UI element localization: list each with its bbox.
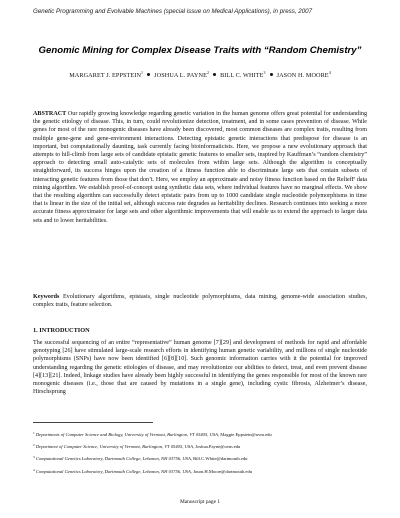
footnote-text: Computational Genetics Laboratory, Dartmouth College, Lebanon, NH 03756, USA, <box>35 468 192 474</box>
bullet-separator <box>270 73 273 76</box>
footnote-text: Department of Computer Science, University of Vermont, Burlington, VT 05405, USA, <box>35 444 195 450</box>
affiliation-mark: 2 <box>206 70 210 75</box>
author-line <box>0 70 400 79</box>
keywords <box>33 293 367 309</box>
journal-header: Genetic Programming and Evolvable Machines (special issue on Medical Applications), in press, 2007 <box>33 8 313 15</box>
footnote-email: Jason.H.Moore@dartmouth.edu <box>193 468 253 474</box>
bullet-separator <box>213 73 216 76</box>
affiliation-mark: 3 <box>263 70 266 75</box>
affiliation-mark: 4 <box>328 70 331 75</box>
footnote <box>33 452 367 464</box>
keywords-label: Keywords <box>33 294 60 300</box>
footnote-mark: 4 <box>33 467 35 472</box>
affiliation-mark: 1 <box>141 70 144 75</box>
author-name: MARGARET J. EPPSTEIN <box>69 72 142 79</box>
keywords-text: Evolutionary algorithms, epistasis, single nucleotide polymorphisms, data mining, genome-wide association studies, complex traits, feature selection. <box>33 294 367 309</box>
introduction-text: The successful sequencing of an entire “representative” human genome [7][29] and development of methods for rapid and affordable genotyping [26] have stimulated large-scale research efforts in identifying human genetic variability, and millions of single nucleotide polymorphisms (SNPs) have now been identified [6][8][10]. Such genomic information carries with it the potential for improved understanding regarding the genetic etiologies of disease, and may revolutionize our abilities to detect, treat, and even prevent disease [4][13][21]. Indeed, linkage studies have already been highly successful in identifying the genes responsible for most of the known rare monogenic diseases (i.e., those that are caused by mutations in a single gene), including cystic fibrosis, Alzheimer’s disease, Hirschsprung <box>33 340 367 396</box>
footnote-mark: 2 <box>33 443 35 448</box>
footnote <box>33 428 367 440</box>
footnote <box>33 440 367 452</box>
abstract-label: ABSTRACT <box>33 111 67 117</box>
page-footer: Manuscript page 1 <box>179 499 221 505</box>
author-name: JASON H. MOORE <box>276 72 329 79</box>
footnote-text: Computational Genetics Laboratory, Dartmouth College, Lebanon, NH 03756, USA, <box>35 456 192 462</box>
footnote <box>33 465 367 477</box>
paper-title: Genomic Mining for Complex Disease Traits with “Random Chemistry” <box>38 45 362 56</box>
author-name: BILL C. WHITE <box>220 72 264 79</box>
abstract-text: Our rapidly growing knowledge regarding genetic variation in the human genome offers great potential for understanding the genetic etiology of disease. This, in turn, could revolutionize detection, treatment, and in some cases prevention of disease. While genes for most of the rare monogenic diseases have already been discovered, most common diseases are complex traits, resulting from multiple gene-gene and gene-environment interactions. Detecting epistatic genetic interactions that predispose for disease is an important, but computationally daunting, task currently facing bioinformaticists. Here, we propose a new evolutionary approach that attempts to hill-climb from large sets of candidate epistatic genetic features to smaller sets, inspired by Kauffman’s “random chemistry” approach to detecting small auto-catalytic sets of molecules from within large sets. Although the algorithm is conceptually straightforward, its success hinges upon the creation of a fitness function able to discriminate large sets that contain subsets of interacting genetic features from those that don’t. Here, we employ an approximate and noisy fitness function based on the ReliefF data mining algorithm. We establish proof-of-concept using synthetic data sets, where individual features have no marginal effects. We show that the resulting algorithm can successfully detect epistatic pairs from up to 1000 candidate single nucleotide polymorphisms in time that is linear in the size of the initial set, although success rate degrades as heritability declines. Research continues into seeking a more accurate fitness approximator for large sets and other algorithmic improvements that will enable us to extend the approach to larger data sets and to lower heritabilities. <box>33 111 367 224</box>
footnotes <box>33 428 367 477</box>
section-heading: 1. INTRODUCTION <box>33 327 90 334</box>
footnote-email: Maggie.Eppstein@uvm.edu <box>220 432 272 437</box>
footnote-mark: 1 <box>33 431 35 435</box>
footnote-mark: 3 <box>33 455 35 460</box>
author-name: JOSHUA L. PAYNE <box>154 72 207 79</box>
footnote-email: Bill.C.White@dartmouth.edu <box>193 456 248 462</box>
bullet-separator <box>147 73 150 76</box>
abstract <box>33 110 367 225</box>
footnote-email: Joshua.Payne@uvm.edu <box>195 444 241 450</box>
footnote-text: Departments of Computer Science and Biology, University of Vermont, Burlington, VT 05405, USA, <box>35 432 220 437</box>
footnote-divider <box>33 422 153 423</box>
